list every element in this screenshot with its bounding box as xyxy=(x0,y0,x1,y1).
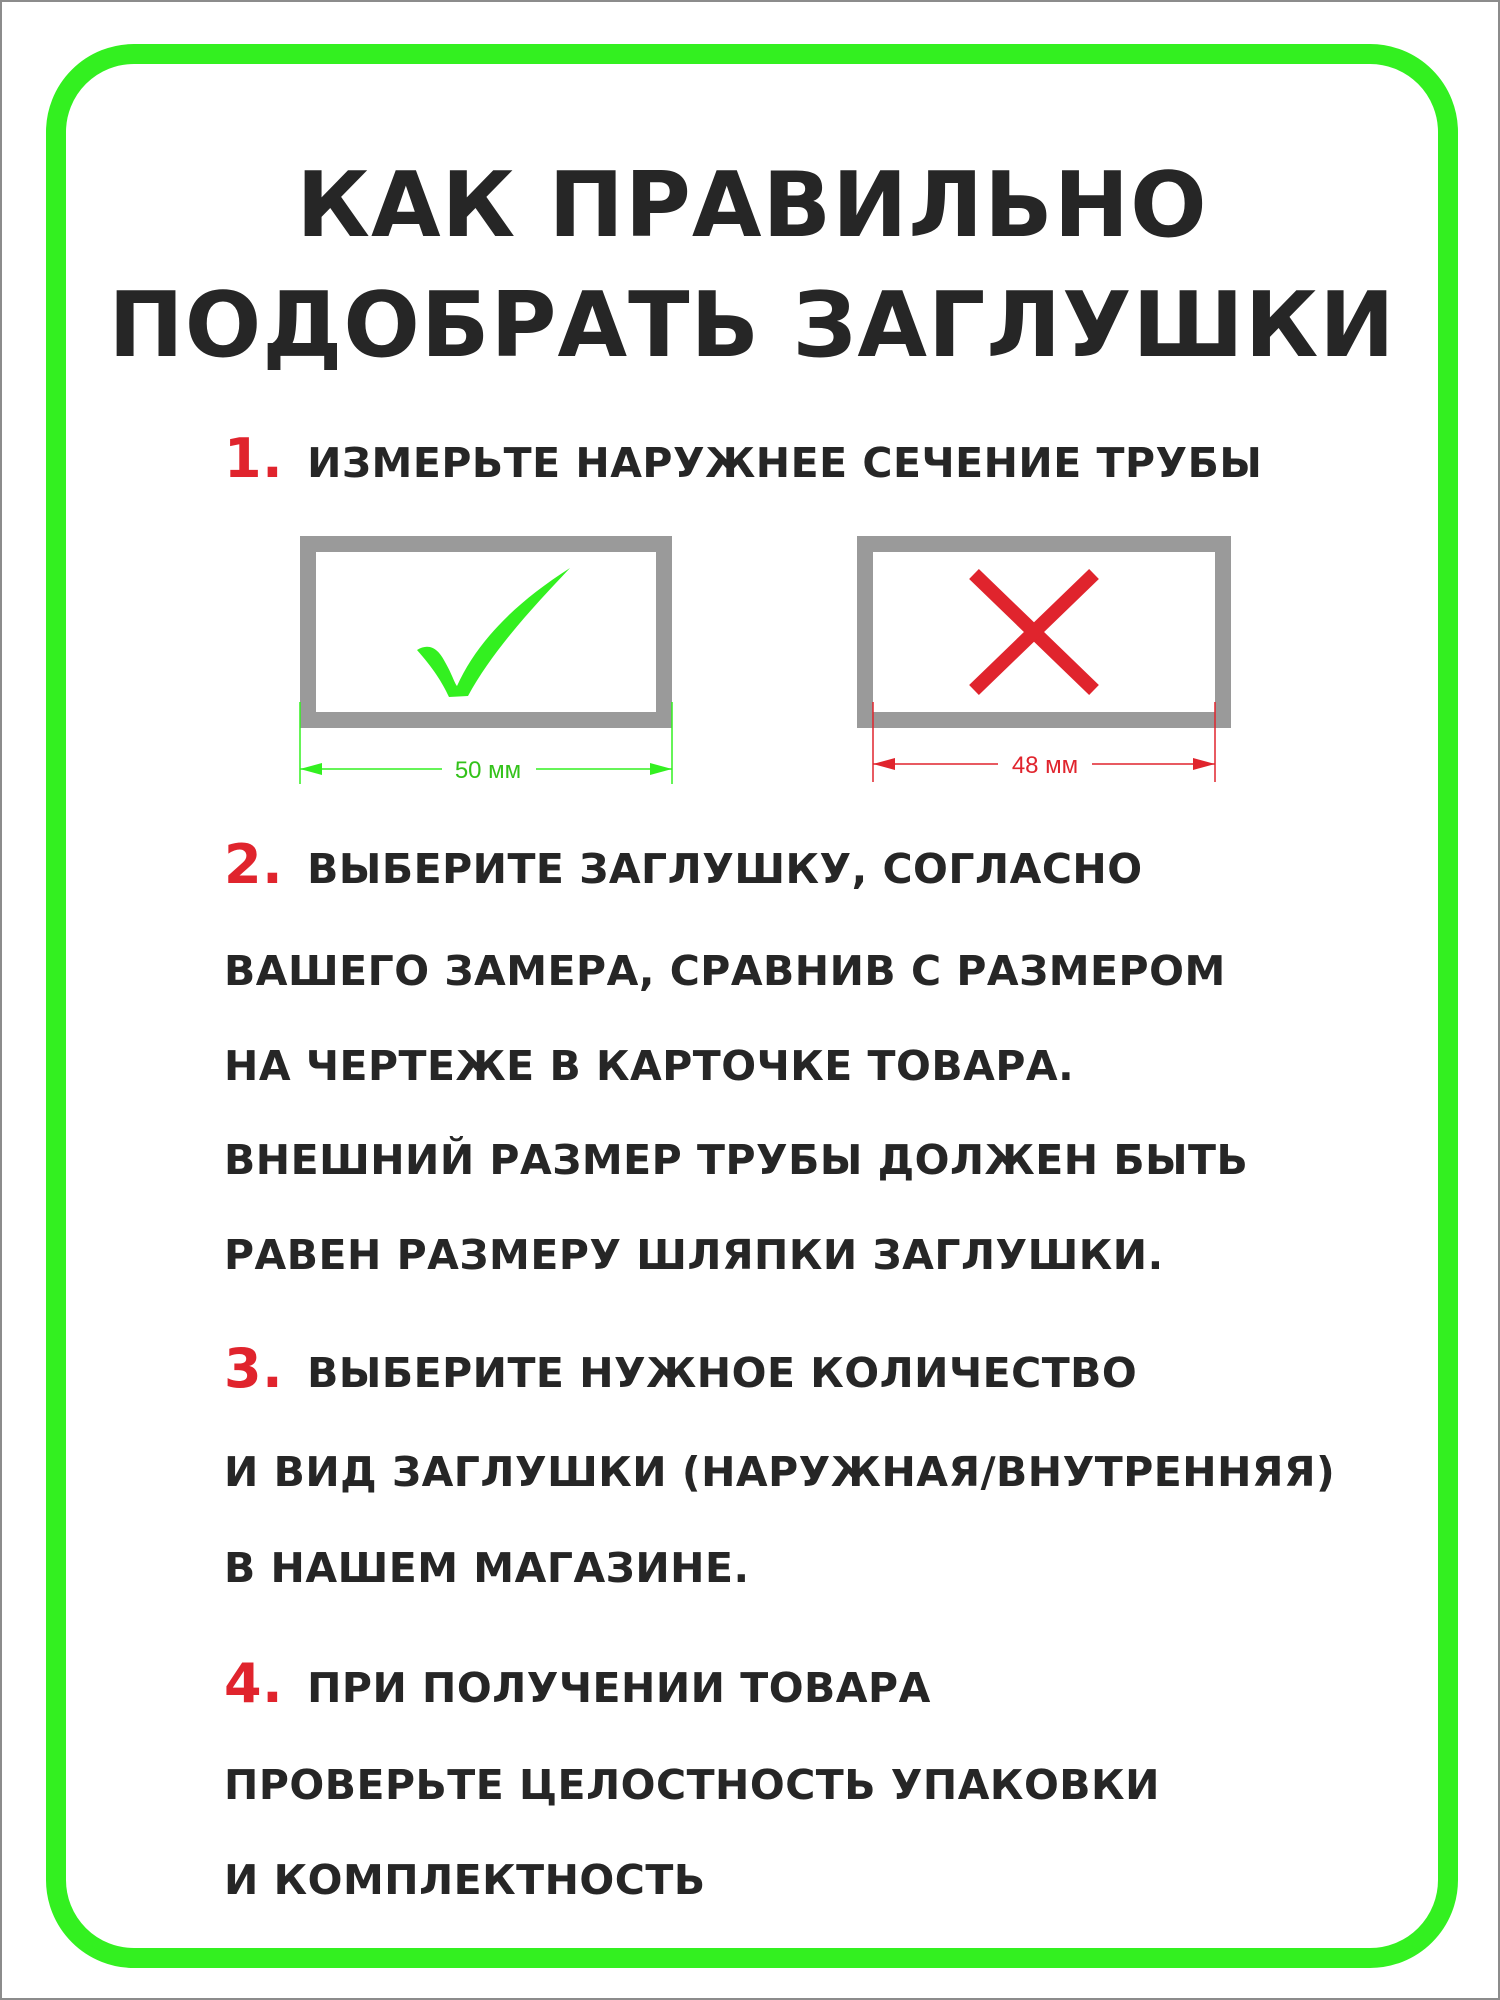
pipe-section-diagram xyxy=(2,2,1500,802)
step-4-number: 4. xyxy=(224,1652,284,1715)
step-2-line-3: НА ЧЕРТЕЖЕ В КАРТОЧКЕ ТОВАРА. xyxy=(224,1042,1075,1090)
step-2-line-4: ВНЕШНИЙ РАЗМЕР ТРУБЫ ДОЛЖЕН БЫТЬ xyxy=(224,1136,1249,1184)
title-line-2: ПОДОБРАТЬ ЗАГЛУШКИ xyxy=(108,273,1396,378)
step-2-line-5: РАВЕН РАЗМЕРУ ШЛЯПКИ ЗАГЛУШКИ. xyxy=(224,1231,1164,1279)
step-3 xyxy=(224,1337,1138,1401)
step-3-number: 3. xyxy=(224,1337,284,1400)
step-2-line-2: ВАШЕГО ЗАМЕРА, СРАВНИВ С РАЗМЕРОМ xyxy=(224,947,1226,995)
step-2-number: 2. xyxy=(224,833,284,896)
arrow-left-correct xyxy=(300,763,322,775)
step-2-line-1: ВЫБЕРИТЕ ЗАГЛУШКУ, СОГЛАСНО xyxy=(307,845,1143,893)
checkmark-icon xyxy=(417,568,570,697)
step-2 xyxy=(224,833,1143,897)
cross-icon xyxy=(974,574,1094,690)
arrow-left-wrong xyxy=(873,758,895,770)
pipe-outline-correct xyxy=(308,544,664,720)
step-3-line-3: В НАШЕМ МАГАЗИНЕ. xyxy=(224,1544,750,1592)
step-3-line-1: ВЫБЕРИТЕ НУЖНОЕ КОЛИЧЕСТВО xyxy=(307,1349,1138,1397)
step-4-line-3: И КОМПЛЕКТНОСТЬ xyxy=(224,1856,706,1904)
title-line-1: КАК ПРАВИЛЬНО xyxy=(296,153,1208,258)
dimension-label-wrong: 48 мм xyxy=(1011,752,1079,779)
step-1-number: 1. xyxy=(224,427,284,490)
step-4-line-2: ПРОВЕРЬТЕ ЦЕЛОСТНОСТЬ УПАКОВКИ xyxy=(224,1761,1160,1809)
arrow-right-wrong xyxy=(1193,758,1215,770)
step-3-line-2: И ВИД ЗАГЛУШКИ (НАРУЖНАЯ/ВНУТРЕННЯЯ) xyxy=(224,1448,1336,1496)
dimension-label-correct: 50 мм xyxy=(454,757,522,784)
arrow-right-correct xyxy=(650,763,672,775)
step-1-text: ИЗМЕРЬТЕ НАРУЖНЕЕ СЕЧЕНИЕ ТРУБЫ xyxy=(307,439,1263,487)
step-4-line-1: ПРИ ПОЛУЧЕНИИ ТОВАРА xyxy=(307,1664,931,1712)
wrong-pipe-section xyxy=(865,544,1223,782)
correct-pipe-section xyxy=(300,544,672,784)
step-4 xyxy=(224,1652,931,1716)
